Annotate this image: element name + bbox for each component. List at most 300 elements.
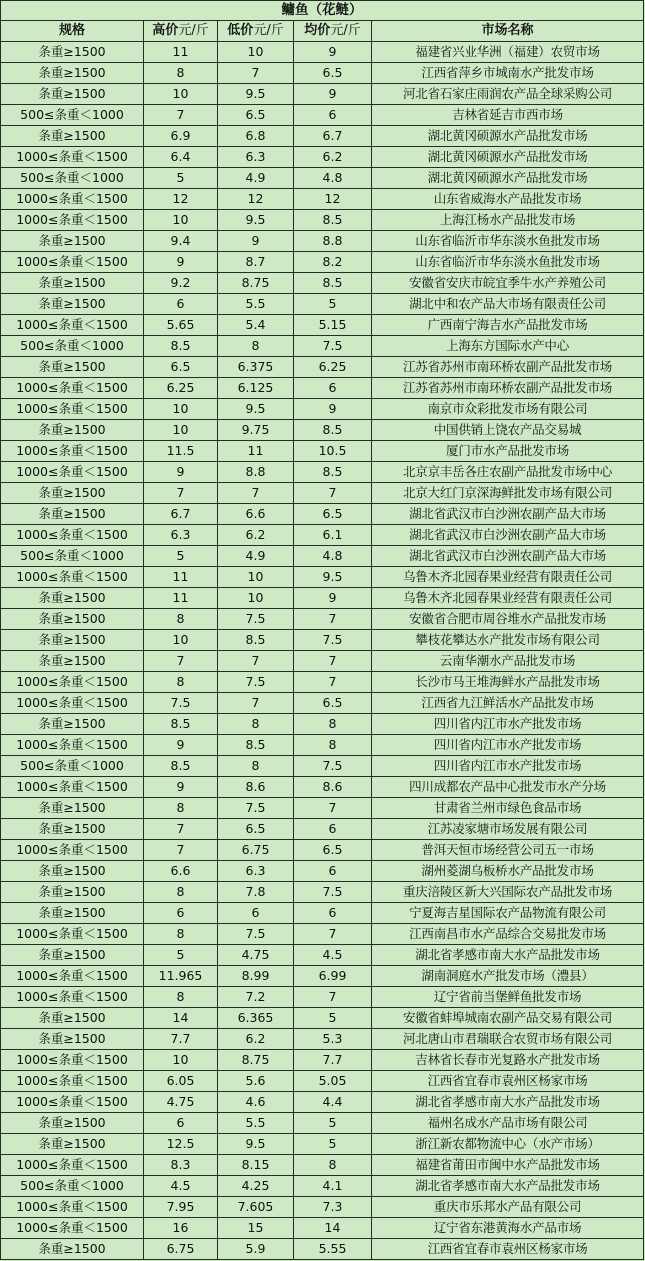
cell-high-price: 6 (144, 903, 218, 924)
cell-avg-price: 7.5 (294, 630, 372, 651)
table-row (1, 105, 644, 126)
cell-market: 山东省临沂市华东淡水鱼批发市场 (372, 231, 644, 252)
cell-spec: 1000≤条重＜1500 (1, 777, 144, 798)
cell-spec: 1000≤条重＜1500 (1, 966, 144, 987)
cell-low-price: 8 (218, 714, 294, 735)
cell-high-price: 12 (144, 189, 218, 210)
cell-market: 湖北黄冈硕源水产品批发市场 (372, 147, 644, 168)
cell-high-price: 14 (144, 1008, 218, 1029)
cell-high-price: 8 (144, 882, 218, 903)
cell-market: 上海江杨水产品批发市场 (372, 210, 644, 231)
cell-spec: 1000≤条重＜1500 (1, 378, 144, 399)
cell-low-price: 5.4 (218, 315, 294, 336)
table-row (1, 861, 644, 882)
cell-low-price: 6.125 (218, 378, 294, 399)
cell-high-price: 8 (144, 924, 218, 945)
cell-avg-price: 4.4 (294, 1092, 372, 1113)
cell-high-price: 6.6 (144, 861, 218, 882)
cell-high-price: 7 (144, 483, 218, 504)
cell-spec: 500≤条重＜1000 (1, 105, 144, 126)
table-row (1, 483, 644, 504)
table-row (1, 588, 644, 609)
cell-avg-price: 4.5 (294, 945, 372, 966)
table-row (1, 777, 644, 798)
table-row (1, 1113, 644, 1134)
cell-avg-price: 5 (294, 1134, 372, 1155)
cell-spec: 1000≤条重＜1500 (1, 315, 144, 336)
table-row (1, 147, 644, 168)
cell-high-price: 6.4 (144, 147, 218, 168)
table-row (1, 1176, 644, 1197)
cell-high-price: 5.65 (144, 315, 218, 336)
cell-low-price: 6.375 (218, 357, 294, 378)
table-row (1, 315, 644, 336)
cell-low-price: 9.5 (218, 84, 294, 105)
cell-avg-price: 6.5 (294, 693, 372, 714)
cell-avg-price: 6.99 (294, 966, 372, 987)
table-row (1, 525, 644, 546)
table-row (1, 630, 644, 651)
cell-market: 吉林省延吉市西市场 (372, 105, 644, 126)
cell-high-price: 10 (144, 210, 218, 231)
cell-low-price: 4.75 (218, 945, 294, 966)
cell-market: 江苏省苏州市南环桥农副产品批发市场 (372, 357, 644, 378)
cell-low-price: 8.75 (218, 1050, 294, 1071)
cell-low-price: 6.2 (218, 525, 294, 546)
cell-avg-price: 4.8 (294, 168, 372, 189)
table-row (1, 651, 644, 672)
cell-spec: 1000≤条重＜1500 (1, 672, 144, 693)
cell-high-price: 7 (144, 819, 218, 840)
cell-low-price: 6.75 (218, 840, 294, 861)
header-spec: 规格 (1, 21, 144, 42)
cell-high-price: 8 (144, 63, 218, 84)
cell-avg-price: 7.5 (294, 756, 372, 777)
header-low-unit: 元/斤 (253, 23, 284, 38)
cell-spec: 500≤条重＜1000 (1, 336, 144, 357)
cell-market: 河北唐山市君瑞联合农贸市场有限公司 (372, 1029, 644, 1050)
cell-low-price: 7.5 (218, 672, 294, 693)
table-row (1, 63, 644, 84)
cell-high-price: 6.25 (144, 378, 218, 399)
table-row (1, 126, 644, 147)
cell-avg-price: 7 (294, 798, 372, 819)
cell-high-price: 7.7 (144, 1029, 218, 1050)
cell-spec: 1000≤条重＜1500 (1, 1218, 144, 1239)
cell-high-price: 6.3 (144, 525, 218, 546)
cell-avg-price: 6.7 (294, 126, 372, 147)
table-row (1, 903, 644, 924)
cell-high-price: 9 (144, 777, 218, 798)
cell-market: 湖北黄冈硕源水产品批发市场 (372, 126, 644, 147)
table-row (1, 273, 644, 294)
header-avg-unit: 元/斤 (330, 23, 361, 38)
cell-market: 安徽省蚌埠城南农副产品交易有限公司 (372, 1008, 644, 1029)
cell-spec: 条重≥1500 (1, 882, 144, 903)
cell-market: 安徽省安庆市皖宜季牛水产养殖公司 (372, 273, 644, 294)
cell-low-price: 8.7 (218, 252, 294, 273)
cell-spec: 条重≥1500 (1, 504, 144, 525)
cell-avg-price: 6.5 (294, 63, 372, 84)
cell-market: 乌鲁木齐北园春果业经营有限责任公司 (372, 567, 644, 588)
cell-market: 安徽省合肥市周谷堆水产品批发市场 (372, 609, 644, 630)
cell-market: 吉林省长春市光复路水产批发市场 (372, 1050, 644, 1071)
cell-spec: 条重≥1500 (1, 126, 144, 147)
cell-low-price: 6.5 (218, 105, 294, 126)
table-row (1, 714, 644, 735)
cell-avg-price: 6.5 (294, 504, 372, 525)
cell-avg-price: 7 (294, 651, 372, 672)
cell-market: 湖北黄冈硕源水产品批发市场 (372, 168, 644, 189)
cell-avg-price: 7.3 (294, 1197, 372, 1218)
cell-low-price: 8.5 (218, 630, 294, 651)
cell-avg-price: 5.55 (294, 1239, 372, 1260)
cell-market: 湖北省孝感市南大水产品批发市场 (372, 1176, 644, 1197)
table-row (1, 735, 644, 756)
cell-spec: 500≤条重＜1000 (1, 168, 144, 189)
cell-spec: 1000≤条重＜1500 (1, 189, 144, 210)
cell-low-price: 15 (218, 1218, 294, 1239)
header-high-label: 高价 (152, 23, 179, 38)
table-row (1, 693, 644, 714)
cell-low-price: 6.3 (218, 861, 294, 882)
cell-low-price: 7.5 (218, 798, 294, 819)
table-row (1, 819, 644, 840)
cell-high-price: 4.5 (144, 1176, 218, 1197)
cell-high-price: 9 (144, 462, 218, 483)
cell-market: 福建省莆田市闽中水产品批发市场 (372, 1155, 644, 1176)
cell-low-price: 8.6 (218, 777, 294, 798)
cell-high-price: 7.5 (144, 693, 218, 714)
cell-low-price: 6.3 (218, 147, 294, 168)
cell-low-price: 7.8 (218, 882, 294, 903)
cell-spec: 1000≤条重＜1500 (1, 924, 144, 945)
table-row (1, 378, 644, 399)
table-row (1, 462, 644, 483)
cell-avg-price: 8.5 (294, 420, 372, 441)
cell-market: 河北省石家庄雨润农产品全球采购公司 (372, 84, 644, 105)
cell-market: 山东省临沂市华东淡水鱼批发市场 (372, 252, 644, 273)
cell-high-price: 9.4 (144, 231, 218, 252)
header-high-price (144, 21, 218, 42)
cell-low-price: 7.5 (218, 924, 294, 945)
cell-high-price: 4.75 (144, 1092, 218, 1113)
title-row (1, 1, 644, 21)
table-row (1, 567, 644, 588)
cell-low-price: 8.75 (218, 273, 294, 294)
cell-market: 辽宁省前当堡鲜鱼批发市场 (372, 987, 644, 1008)
cell-market: 湖南洞庭水产批发市场（澧县） (372, 966, 644, 987)
table-row (1, 336, 644, 357)
cell-spec: 1000≤条重＜1500 (1, 1071, 144, 1092)
cell-avg-price: 6.2 (294, 147, 372, 168)
cell-avg-price: 8.5 (294, 462, 372, 483)
cell-low-price: 10 (218, 42, 294, 63)
cell-market: 山东省威海水产品批发市场 (372, 189, 644, 210)
cell-high-price: 11.965 (144, 966, 218, 987)
cell-avg-price: 7 (294, 483, 372, 504)
cell-avg-price: 8 (294, 714, 372, 735)
cell-spec: 1000≤条重＜1500 (1, 441, 144, 462)
cell-spec: 条重≥1500 (1, 84, 144, 105)
cell-low-price: 7.605 (218, 1197, 294, 1218)
cell-avg-price: 5 (294, 1008, 372, 1029)
cell-low-price: 8.5 (218, 735, 294, 756)
table-row (1, 609, 644, 630)
table-row (1, 1197, 644, 1218)
cell-low-price: 5.9 (218, 1239, 294, 1260)
cell-spec: 1000≤条重＜1500 (1, 1092, 144, 1113)
cell-spec: 条重≥1500 (1, 357, 144, 378)
header-row (1, 21, 644, 42)
cell-high-price: 6.7 (144, 504, 218, 525)
cell-low-price: 8.8 (218, 462, 294, 483)
cell-spec: 1000≤条重＜1500 (1, 987, 144, 1008)
cell-high-price: 9 (144, 735, 218, 756)
cell-low-price: 9.75 (218, 420, 294, 441)
cell-low-price: 9.5 (218, 1134, 294, 1155)
cell-market: 长沙市马王堆海鲜水产品批发市场 (372, 672, 644, 693)
table-row (1, 1071, 644, 1092)
table-row (1, 1134, 644, 1155)
table-row (1, 987, 644, 1008)
cell-spec: 1000≤条重＜1500 (1, 840, 144, 861)
cell-low-price: 12 (218, 189, 294, 210)
cell-spec: 500≤条重＜1000 (1, 1176, 144, 1197)
cell-spec: 条重≥1500 (1, 42, 144, 63)
cell-market: 江西省九江鲜活水产品批发市场 (372, 693, 644, 714)
cell-avg-price: 7 (294, 987, 372, 1008)
header-low-price (218, 21, 294, 42)
cell-high-price: 8 (144, 987, 218, 1008)
table-row (1, 252, 644, 273)
cell-low-price: 4.9 (218, 168, 294, 189)
table-row (1, 168, 644, 189)
cell-low-price: 9.5 (218, 399, 294, 420)
table-row (1, 84, 644, 105)
table-row (1, 399, 644, 420)
table-row (1, 1029, 644, 1050)
cell-low-price: 5.5 (218, 294, 294, 315)
cell-high-price: 6.75 (144, 1239, 218, 1260)
cell-market: 重庆涪陵区新大兴国际农产品批发市场 (372, 882, 644, 903)
cell-low-price: 6.2 (218, 1029, 294, 1050)
cell-spec: 条重≥1500 (1, 1134, 144, 1155)
cell-spec: 条重≥1500 (1, 630, 144, 651)
cell-low-price: 9.5 (218, 210, 294, 231)
cell-spec: 1000≤条重＜1500 (1, 252, 144, 273)
cell-high-price: 6.5 (144, 357, 218, 378)
table-row (1, 441, 644, 462)
cell-low-price: 8 (218, 336, 294, 357)
cell-spec: 条重≥1500 (1, 294, 144, 315)
header-high-unit: 元/斤 (178, 23, 209, 38)
cell-market: 四川省内江市水产批发市场 (372, 756, 644, 777)
cell-market: 四川省内江市水产批发市场 (372, 735, 644, 756)
cell-market: 湖北省武汉市白沙洲农副产品大市场 (372, 504, 644, 525)
cell-avg-price: 5 (294, 294, 372, 315)
cell-spec: 1000≤条重＜1500 (1, 735, 144, 756)
table-row (1, 1218, 644, 1239)
cell-avg-price: 8 (294, 1155, 372, 1176)
cell-high-price: 8 (144, 798, 218, 819)
cell-avg-price: 8.5 (294, 210, 372, 231)
cell-high-price: 8.5 (144, 714, 218, 735)
cell-avg-price: 6 (294, 903, 372, 924)
cell-high-price: 6.05 (144, 1071, 218, 1092)
cell-low-price: 6 (218, 903, 294, 924)
cell-market: 江苏凌家塘市场发展有限公司 (372, 819, 644, 840)
header-avg-label: 均价 (304, 23, 331, 38)
cell-avg-price: 9 (294, 84, 372, 105)
cell-spec: 条重≥1500 (1, 651, 144, 672)
cell-avg-price: 14 (294, 1218, 372, 1239)
cell-high-price: 9.2 (144, 273, 218, 294)
cell-high-price: 5 (144, 945, 218, 966)
cell-market: 南京市众彩批发市场有限公司 (372, 399, 644, 420)
cell-low-price: 7 (218, 693, 294, 714)
cell-market: 乌鲁木齐北园春果业经营有限责任公司 (372, 588, 644, 609)
cell-low-price: 5.6 (218, 1071, 294, 1092)
cell-high-price: 8.5 (144, 336, 218, 357)
cell-high-price: 11 (144, 42, 218, 63)
cell-market: 中国供销上饶农产品交易城 (372, 420, 644, 441)
cell-avg-price: 7.5 (294, 882, 372, 903)
cell-market: 宁夏海吉星国际农产品物流有限公司 (372, 903, 644, 924)
cell-avg-price: 9 (294, 399, 372, 420)
cell-market: 重庆市乐邦水产品有限公司 (372, 1197, 644, 1218)
cell-spec: 条重≥1500 (1, 1113, 144, 1134)
cell-high-price: 6 (144, 1113, 218, 1134)
cell-avg-price: 4.8 (294, 546, 372, 567)
cell-market: 江西省宜春市袁州区杨家市场 (372, 1239, 644, 1260)
cell-high-price: 8.5 (144, 756, 218, 777)
table-row (1, 231, 644, 252)
header-market: 市场名称 (372, 21, 644, 42)
cell-market: 江苏省苏州市南环桥农副产品批发市场 (372, 378, 644, 399)
cell-high-price: 10 (144, 399, 218, 420)
cell-spec: 1000≤条重＜1500 (1, 462, 144, 483)
cell-high-price: 10 (144, 1050, 218, 1071)
cell-high-price: 16 (144, 1218, 218, 1239)
cell-spec: 1000≤条重＜1500 (1, 1155, 144, 1176)
cell-spec: 1000≤条重＜1500 (1, 1050, 144, 1071)
cell-market: 北京京丰岳各庄农副产品批发市场中心 (372, 462, 644, 483)
cell-high-price: 11.5 (144, 441, 218, 462)
cell-high-price: 8 (144, 609, 218, 630)
cell-avg-price: 7.7 (294, 1050, 372, 1071)
table-row (1, 672, 644, 693)
table-body (1, 42, 644, 1260)
cell-high-price: 6 (144, 294, 218, 315)
cell-spec: 1000≤条重＜1500 (1, 1197, 144, 1218)
cell-spec: 条重≥1500 (1, 903, 144, 924)
table-row (1, 756, 644, 777)
cell-spec: 条重≥1500 (1, 420, 144, 441)
cell-market: 云南华潮水产品批发市场 (372, 651, 644, 672)
cell-low-price: 7 (218, 63, 294, 84)
cell-avg-price: 9.5 (294, 567, 372, 588)
cell-low-price: 4.25 (218, 1176, 294, 1197)
table-row (1, 504, 644, 525)
cell-avg-price: 5 (294, 1113, 372, 1134)
table-row (1, 924, 644, 945)
table-row (1, 420, 644, 441)
cell-avg-price: 9 (294, 42, 372, 63)
cell-spec: 条重≥1500 (1, 588, 144, 609)
cell-low-price: 9 (218, 231, 294, 252)
cell-high-price: 10 (144, 420, 218, 441)
cell-avg-price: 7.5 (294, 336, 372, 357)
cell-market: 广西南宁海吉水产品批发市场 (372, 315, 644, 336)
table-row (1, 1155, 644, 1176)
cell-high-price: 8.3 (144, 1155, 218, 1176)
cell-low-price: 7 (218, 651, 294, 672)
cell-market: 福州名成水产品市场有限公司 (372, 1113, 644, 1134)
table-row (1, 840, 644, 861)
cell-low-price: 6.365 (218, 1008, 294, 1029)
cell-high-price: 6.9 (144, 126, 218, 147)
cell-low-price: 4.6 (218, 1092, 294, 1113)
cell-avg-price: 7 (294, 924, 372, 945)
cell-market: 甘肃省兰州市绿色食品市场 (372, 798, 644, 819)
cell-avg-price: 8 (294, 735, 372, 756)
cell-avg-price: 5.05 (294, 1071, 372, 1092)
cell-low-price: 5.5 (218, 1113, 294, 1134)
cell-high-price: 7 (144, 840, 218, 861)
cell-spec: 条重≥1500 (1, 609, 144, 630)
cell-spec: 1000≤条重＜1500 (1, 147, 144, 168)
cell-low-price: 10 (218, 567, 294, 588)
cell-spec: 条重≥1500 (1, 63, 144, 84)
cell-avg-price: 6.25 (294, 357, 372, 378)
table-row (1, 294, 644, 315)
cell-market: 湖北省孝感市南大水产品批发市场 (372, 1092, 644, 1113)
cell-low-price: 6.8 (218, 126, 294, 147)
cell-spec: 500≤条重＜1000 (1, 546, 144, 567)
cell-low-price: 7.2 (218, 987, 294, 1008)
cell-high-price: 7 (144, 105, 218, 126)
cell-low-price: 6.5 (218, 819, 294, 840)
cell-spec: 1000≤条重＜1500 (1, 567, 144, 588)
table-row (1, 210, 644, 231)
cell-spec: 条重≥1500 (1, 483, 144, 504)
cell-high-price: 9 (144, 252, 218, 273)
header-low-label: 低价 (227, 23, 254, 38)
cell-spec: 条重≥1500 (1, 1029, 144, 1050)
table-row (1, 42, 644, 63)
table-row (1, 1239, 644, 1260)
table-row (1, 546, 644, 567)
cell-market: 上海东方国际水产中心 (372, 336, 644, 357)
cell-low-price: 8.99 (218, 966, 294, 987)
cell-market: 辽宁省东港黄海水产品市场 (372, 1218, 644, 1239)
cell-market: 北京大红门京深海鲜批发市场有限公司 (372, 483, 644, 504)
table-row (1, 189, 644, 210)
cell-high-price: 5 (144, 168, 218, 189)
cell-avg-price: 6 (294, 819, 372, 840)
table-row (1, 882, 644, 903)
cell-low-price: 6.6 (218, 504, 294, 525)
cell-avg-price: 9 (294, 588, 372, 609)
cell-avg-price: 6 (294, 105, 372, 126)
cell-avg-price: 8.5 (294, 273, 372, 294)
cell-market: 江西南昌市水产品综合交易批发市场 (372, 924, 644, 945)
cell-market: 厦门市水产品批发市场 (372, 441, 644, 462)
table-row (1, 1092, 644, 1113)
cell-high-price: 11 (144, 588, 218, 609)
cell-avg-price: 5.3 (294, 1029, 372, 1050)
